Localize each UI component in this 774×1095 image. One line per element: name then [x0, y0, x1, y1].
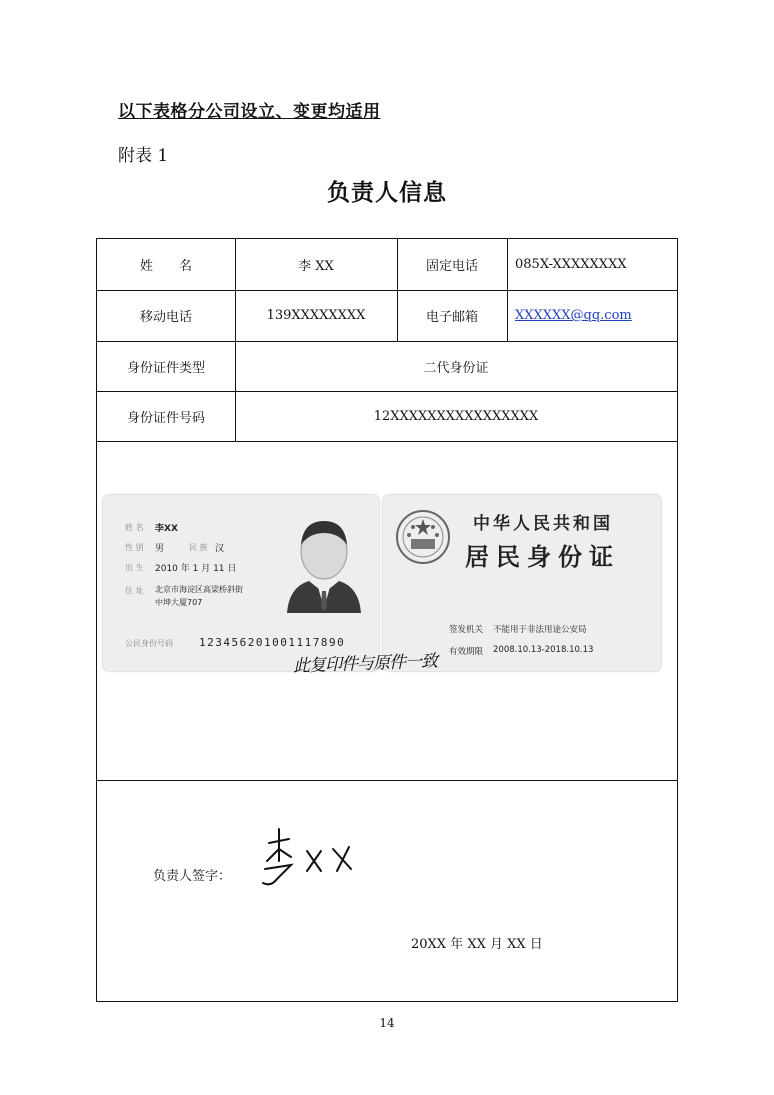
id-number-label: 身份证件号码 — [126, 410, 205, 426]
card-validity-value: 2008.10.13-2018.10.13 — [493, 645, 594, 655]
card-birth-label: 出 生 — [125, 563, 144, 572]
mobile-value: 139XXXXXXXX — [266, 308, 366, 323]
copy-certification-note: 此复印件与原件一致 — [292, 651, 438, 677]
mobile-label: 移动电话 — [139, 310, 192, 325]
card-birth-value: 2010 年 1 月 11 日 — [155, 564, 237, 574]
card-ethnic-label: 民 族 — [189, 543, 208, 552]
card-sex-label: 性 别 — [125, 543, 144, 552]
id-number-value: 12XXXXXXXXXXXXXXXX — [373, 408, 539, 424]
national-emblem-icon — [395, 509, 451, 565]
card-type-title: 居民身份证 — [465, 542, 620, 571]
card-name-label: 姓 名 — [125, 523, 144, 532]
card-id-value: 123456201001117890 — [199, 636, 346, 649]
page-title: 负责人信息 — [327, 180, 447, 206]
card-ethnic-value: 汉 — [215, 544, 225, 554]
card-name-value: 李XX — [155, 524, 178, 534]
name-value: 李 XX — [298, 259, 334, 274]
card-sex-value: 男 — [155, 544, 165, 554]
page-number: 14 — [379, 1016, 395, 1030]
card-validity-label: 有效期限 — [449, 647, 484, 657]
phone-value: 085X-XXXXXXXX — [515, 257, 627, 272]
attachment-label: 附表 1 — [118, 146, 169, 166]
signature-date: 20XX 年 XX 月 XX 日 — [411, 937, 543, 952]
card-address-line1: 北京市海淀区高梁桥斜街 — [155, 585, 243, 594]
card-authority-value: 不能用于非法用途公安局 — [493, 625, 587, 635]
id-type-value: 二代身份证 — [423, 360, 489, 376]
handwritten-signature — [257, 821, 377, 891]
name-label: 姓 名 — [139, 259, 192, 274]
row-divider — [97, 780, 677, 781]
email-link[interactable]: XXXXXX@qq.com — [515, 308, 632, 323]
phone-label: 固定电话 — [425, 259, 478, 274]
portrait-icon — [279, 513, 369, 613]
card-country-title: 中华人民共和国 — [473, 514, 613, 534]
email-label: 电子邮箱 — [425, 310, 478, 325]
signature-label: 负责人签字： — [153, 869, 232, 884]
heading-note: 以下表格分公司设立、变更均适用 — [118, 102, 381, 122]
card-address-label: 住 址 — [125, 586, 144, 595]
info-form — [96, 238, 678, 1002]
id-card-front — [103, 495, 379, 671]
card-authority-label: 签发机关 — [449, 625, 484, 635]
card-address-line2: 中坤大厦707 — [155, 598, 203, 607]
card-id-label: 公民身份号码 — [125, 639, 173, 648]
row-divider — [97, 441, 677, 442]
id-type-label: 身份证件类型 — [126, 360, 205, 376]
id-card-back — [383, 495, 661, 671]
